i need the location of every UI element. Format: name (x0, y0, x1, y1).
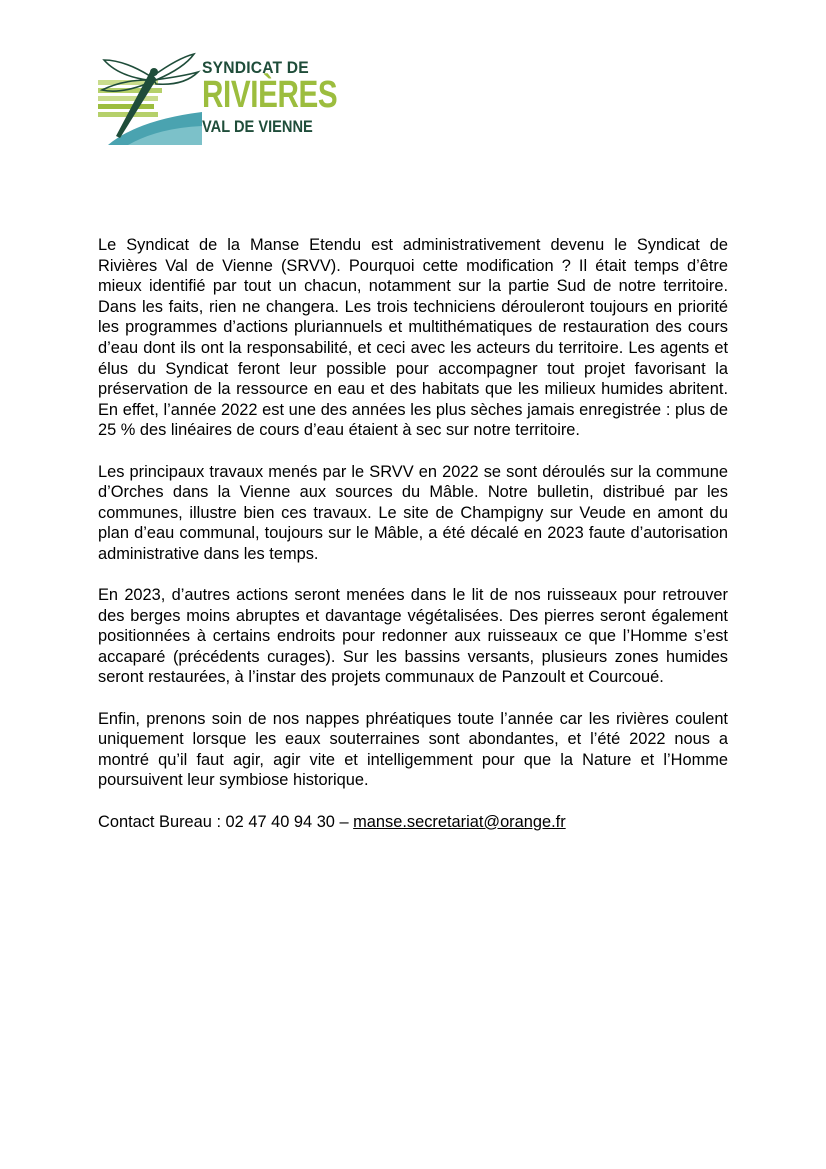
logo-line-3: VAL DE VIENNE (202, 117, 313, 136)
contact-line (98, 812, 728, 833)
paragraph: En 2023, d’autres actions seront menées dans le lit de nos ruisseaux pour retrouver des berges moins abruptes et davantage végétalisées. Des pierres seront également positionnées à certains endroits pour redonner aux ruisseaux ce que l’Homme s’est accaparé (précédents curages). Sur les bassins versants, plusieurs zones humides seront restaurées, à l’instar des projets communaux de Panzoult et Courcoué. (98, 586, 728, 687)
logo-line-2: RIVIÈRES (202, 74, 338, 116)
paragraph: Le Syndicat de la Manse Etendu est administrativement devenu le Syndicat de Rivières Val de Vienne (SRVV). Pourquoi cette modification ? Il était temps d’être mieux identifié par tout un chacun, notamment sur la partie Sud de notre territoire. Dans les faits, rien ne changera. Les trois techniciens dérouleront toujours en priorité les programmes d’actions pluriannuels et multithématiques de restauration des cours d’eau dont ils ont la responsabilité, et ceci avec les acteurs du territoire. Les agents et élus du Syndicat feront leur possible pour accompagner tout projet favorisant la préservation de la ressource en eau et des habitats que les milieux humides abritent. En effet, l’année 2022 est une des années les plus sèches jamais enregistrée : plus de 25 % des linéaires de cours d’eau étaient à sec sur notre territoire. (98, 236, 728, 440)
logo-line-1: SYNDICAT DE (202, 58, 309, 77)
paragraph: Enfin, prenons soin de nos nappes phréatiques toute l’année car les rivières coulent uniquement lorsque les eaux souterraines sont abondantes, et l’été 2022 nous a montré qu’il faut agir, agir vite et intelligemment pour que la Nature et l’Homme poursuivent leur symbiose historique. (98, 709, 728, 790)
contact-prefix: Contact Bureau : 02 47 40 94 30 – (98, 812, 354, 831)
logo (98, 50, 338, 145)
dragonfly-icon (98, 50, 202, 145)
letter-body (98, 235, 728, 853)
contact-email-link[interactable]: manse.secretariat@orange.fr (353, 812, 566, 831)
paragraph: Les principaux travaux menés par le SRVV en 2022 se sont déroulés sur la commune d’Orches dans la Vienne aux sources du Mâble. Notre bulletin, distribué par les communes, illustre bien ces travaux. Le site de Champigny sur Veude en amont du plan d’eau communal, toujours sur le Mâble, a été décalé en 2023 faute d’autorisation administrative dans les temps. (98, 462, 728, 563)
